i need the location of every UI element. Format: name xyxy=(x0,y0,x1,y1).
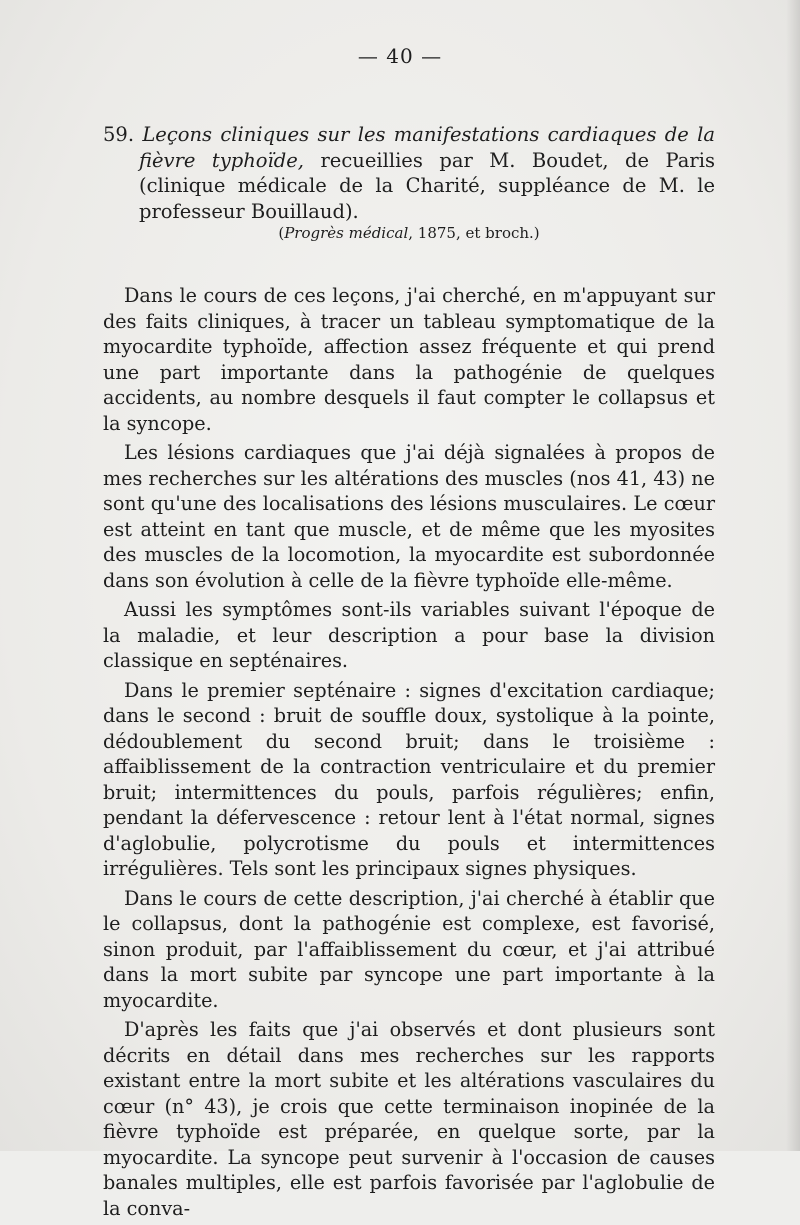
paragraph: D'après les faits que j'ai observés et dont plusieurs sont décrits en détail dans mes recherches sur les rapports existant entre la mort subite et les altérations vasculaires du cœur (n° 43), je crois que cette terminaison inopinée de la fièvre typhoïde est préparée, en quelque sorte, par la myocardite. La syncope peut survenir à l'occasion de causes banales multiples, elle est parfois favorisée par l'aglobulie de la conva- xyxy=(103,1018,715,1220)
source-details: , 1875, et broch.) xyxy=(408,224,540,242)
source-journal: Progrès médical xyxy=(284,224,409,242)
entry-title-italic: Leçons cliniques sur les manifestations cardiaques de la fièvre typhoïde, xyxy=(139,123,715,172)
entry-title xyxy=(103,122,715,224)
paragraph: Dans le cours de cette description, j'ai cherché à établir que le collapsus, dont la pathogénie est complexe, est favorisé, sinon produit, par l'affaiblissement du cœur, et j'ai attribué dans la mort subite par syncope une part importante à la myocardite. xyxy=(103,886,715,1012)
page-number: — 40 — xyxy=(357,44,443,68)
paragraph: Les lésions cardiaques que j'ai déjà signalées à propos de mes recherches sur les altérations des muscles (nos 41, 43) ne sont qu'une des localisations des lésions musculaires. Le cœur est atteint en tant que muscle, et de même que les myosites des muscles de la locomotion, la myocardite est subordonnée dans son évolution à celle de la fièvre typhoïde elle-même. xyxy=(103,441,715,592)
bibliography-entry xyxy=(103,122,715,224)
source-open: ( xyxy=(278,224,285,242)
entry-title-rest: recueillies par M. Boudet, de Paris (clinique médicale de la Charité, suppléance de M. le professeur Bouillaud). xyxy=(139,148,715,223)
entry-source xyxy=(103,224,715,242)
page-edge-shadow xyxy=(786,0,800,1151)
paragraph: Aussi les symptômes sont-ils variables suivant l'époque de la maladie, et leur description a pour base la division classique en septénaires. xyxy=(103,598,715,672)
entry-number: 59. xyxy=(103,123,135,146)
paragraph: Dans le cours de ces leçons, j'ai cherché, en m'appuyant sur des faits cliniques, à tracer un tableau symptomatique de la myocardite typhoïde, affection assez fréquente et qui prend une part importante dans la pathogénie de quelques accidents, au nombre desquels il faut compter le collapsus et la syncope. xyxy=(103,284,715,435)
body-text xyxy=(103,283,715,1225)
paragraph: Dans le premier septénaire : signes d'excitation cardiaque; dans le second : bruit de souffle doux, systolique à la pointe, dédoublement du second bruit; dans le troisième : affaiblissement de la contraction ventriculaire et du premier bruit; intermittences du pouls, parfois régulières; enfin, pendant la défervescence : retour lent à l'état normal, signes d'aglobulie, polycrotisme du pouls et intermittences irrégulières. Tels sont les principaux signes physiques. xyxy=(103,678,715,880)
